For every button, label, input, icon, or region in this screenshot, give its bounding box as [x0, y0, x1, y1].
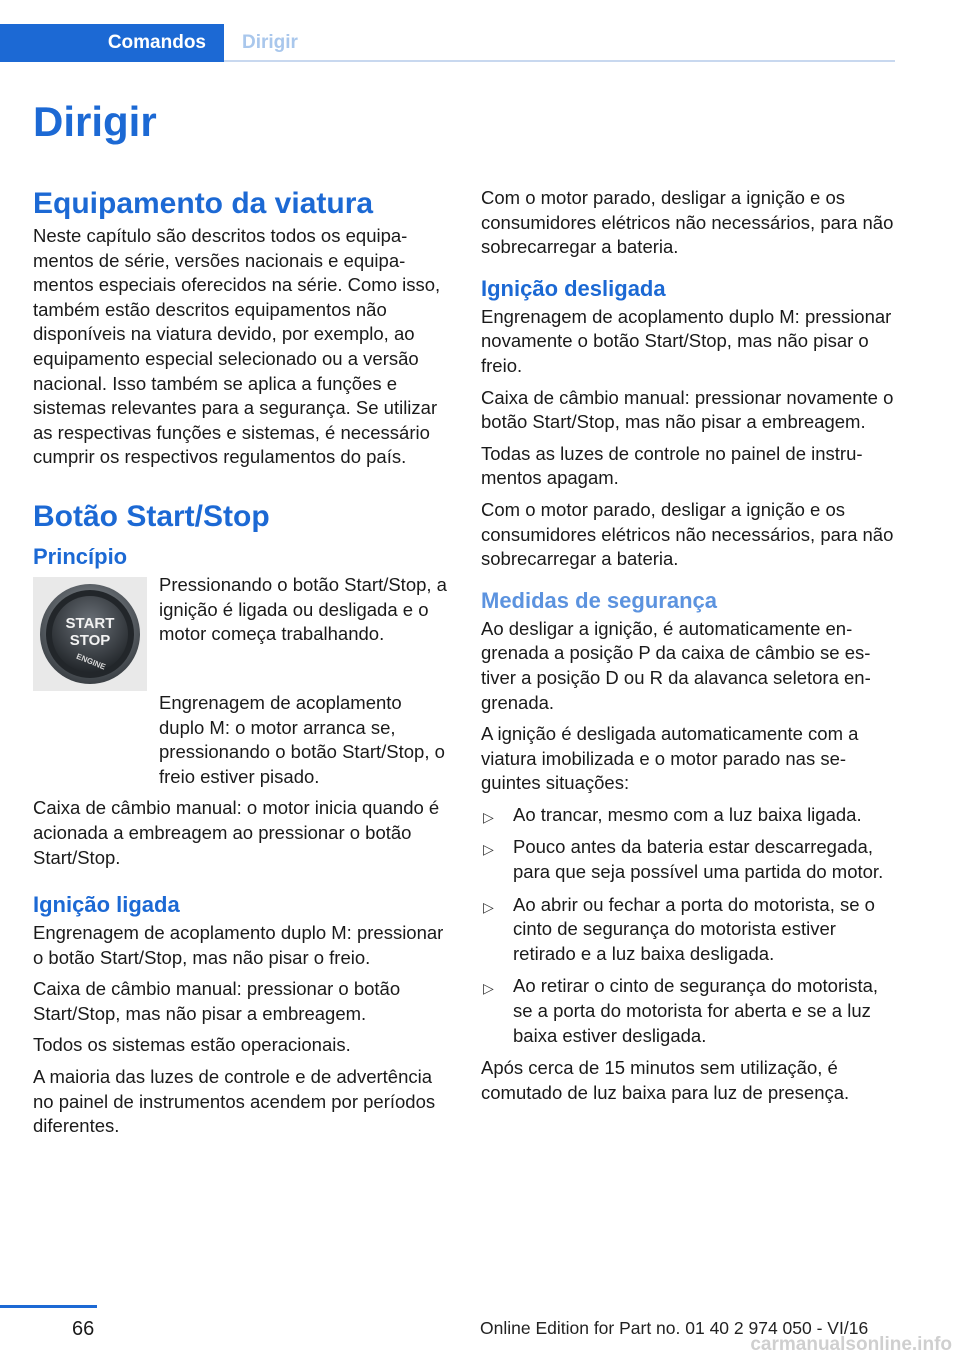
tab-divider — [224, 60, 895, 62]
paragraph: Todas as luzes de controle no painel de instrumentos apagam. — [481, 442, 863, 489]
left-column — [33, 186, 449, 1146]
chapter-title: Dirigir — [33, 98, 157, 145]
button-label-start: START — [65, 614, 115, 632]
triangle-bullet-icon: ▷ — [483, 898, 494, 915]
paragraph: A ignição é desligada automaticamente com a viatura imobilizada e o motor parado nas seguintes situações: — [481, 723, 859, 794]
triangle-bullet-icon: ▷ — [483, 841, 494, 858]
section-title-start-stop: Botão Start/Stop — [33, 499, 270, 533]
paragraph: Pressionando o botão Start/Stop, a ignição é ligada ou desligada e o motor começa trabalhando. — [159, 573, 447, 645]
subsection-title-ignicao-ligada: Ignição ligada — [33, 892, 180, 918]
tab-dirigir[interactable]: Dirigir — [242, 32, 298, 53]
button-label-engine: ENGINE — [75, 651, 107, 672]
chapter-tab-bar — [0, 24, 895, 62]
paragraph: Todos os sistemas estão operacionais. — [33, 1034, 351, 1056]
paragraph: Ao desligar a ignição, é automaticamente engrenada a posição P da caixa de câmbio se estiver a posição D ou R da alavanca seletora engrenada. — [481, 617, 871, 713]
paragraph: Caixa de câmbio manual: pressionar novamente o botão Start/Stop, mas não pisar a embreagem. — [481, 386, 894, 433]
start-stop-button-image — [33, 577, 147, 691]
button-label-stop: STOP — [69, 631, 111, 649]
triangle-bullet-icon: ▷ — [483, 808, 494, 825]
paragraph: Neste capítulo são descritos todos os equipamentos de série, versões nacionais e equipamentos especiais oferecidos na série. Como isso, também estão descritos equipamentos não disponíveis na viatura devido, por exemplo, ao equipamento especial selecionado ou a versão nacional. Isso também se aplica a funções e sistemas relevantes para a segurança. Se utilizar as respectivas funções e sistemas, é necessário cumprir os respectivos regulamentos do país. — [33, 225, 441, 468]
paragraph: A maioria das luzes de controle e de advertência no painel de instrumentos acendem por períodos diferentes. — [33, 1066, 436, 1137]
paragraph: Com o motor parado, desligar a ignição e os consumidores elétricos não necessários, para não sobrecarregar a bateria. — [481, 498, 894, 570]
paragraph: Caixa de câmbio manual: o motor inicia quando é acionada a embreagem ao pressionar o botão Start/Stop. — [33, 797, 440, 868]
page-number: 66 — [72, 1318, 95, 1340]
triangle-bullet-icon: ▷ — [483, 980, 494, 997]
subsection-title-principio: Princípio — [33, 543, 128, 569]
paragraph: Engrenagem de acoplamento duplo M: pressionar o botão Start/Stop, mas não pisar o freio. — [33, 922, 444, 968]
footer-rule — [0, 1305, 97, 1308]
subsection-title-ignicao-desligada: Ignição desligada — [481, 275, 666, 301]
watermark: carmanualsonline.info — [750, 1334, 952, 1355]
list-item: ▷ Ao retirar o cinto de segurança do motorista, se a porta do motorista for aberta e se a luz baixa estiver desligada. — [483, 975, 879, 1046]
list-item: ▷ Ao trancar, mesmo com a luz baixa ligada. — [481, 803, 897, 828]
paragraph: Com o motor parado, desligar a ignição e os consumidores elétricos não necessários, para não sobrecarregar a bateria. — [481, 187, 894, 258]
right-column — [481, 186, 897, 1112]
bullet-list — [481, 803, 897, 1048]
paragraph: Engrenagem de acoplamento duplo M: pressionar novamente o botão Start/Stop, mas não pisar o freio. — [481, 305, 892, 376]
principio-text — [159, 573, 449, 654]
paragraph: Caixa de câmbio manual: pressionar o botão Start/Stop, mas não pisar a embreagem. — [33, 978, 401, 1024]
list-item: ▷ Ao abrir ou fechar a porta do motorista, se o cinto de segurança do motorista estiver retirado e a luz baixa desligada. — [483, 893, 875, 964]
tab-comandos[interactable]: Comandos — [0, 24, 224, 62]
subsection-title-medidas-seguranca: Medidas de segurança — [481, 587, 717, 613]
list-item: ▷ Pouco antes da bateria estar descarregada, para que seja possível uma partida do motor. — [483, 836, 884, 883]
paragraph: Engrenagem de acoplamento duplo M: o motor arranca se, pressionando o botão Start/Stop, o freio estiver pisado. — [159, 691, 445, 787]
start-stop-button-icon — [37, 581, 143, 687]
section-title-equipamento: Equipamento da viatura — [33, 187, 374, 220]
paragraph: Após cerca de 15 minutos sem utilização, é comutado de luz baixa para luz de presença. — [481, 1057, 850, 1103]
edition-info: Online Edition for Part no. 01 40 2 974 050 - VI/16 — [480, 1318, 869, 1338]
start-stop-figure-block — [33, 573, 449, 691]
